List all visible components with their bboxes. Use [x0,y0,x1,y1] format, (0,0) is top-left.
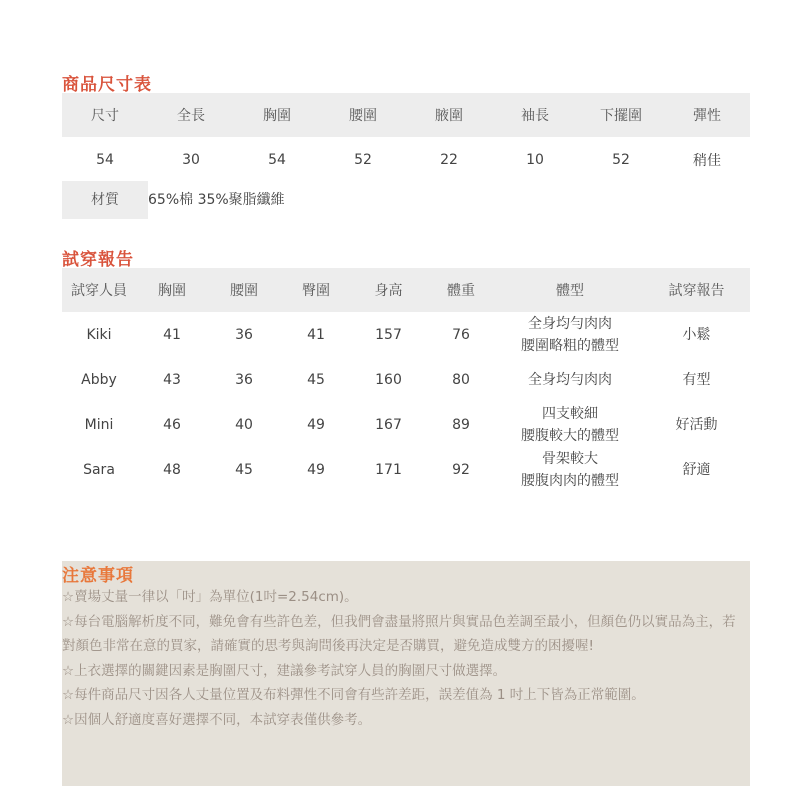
tester-chest: 43 [163,371,181,388]
notice-title: 注意事項 [62,566,134,586]
size-header-cell: 下擺圍 [600,108,642,124]
tester-height: 157 [375,326,402,343]
notice-item: ☆每台電腦解析度不同，難免會有些許色差，但我們會盡量將照片與實品色差調至最小，但顏色仍以實品為主，若對顏色非常在意的買家，請確實的思考與詢問後再決定是否購買，避免造成雙方的困擾喔! [62,613,736,654]
tester-report: 舒適 [682,461,711,478]
tester-body-type [497,402,643,447]
tester-weight: 92 [452,461,470,478]
tester-waist: 36 [235,371,253,388]
size-value-cell: 54 [96,151,114,168]
tester-waist: 40 [235,416,253,433]
tester-height: 160 [375,371,402,388]
material-row [62,181,750,219]
size-chart-title: 商品尺寸表 [62,75,152,95]
trial-row [62,312,750,357]
tester-name: Sara [83,461,115,478]
tester-name: Mini [84,416,114,433]
body-type-line: 骨架較大 [542,450,598,467]
tester-body-type [497,447,643,492]
notice-item: ☆上衣選擇的關鍵因素是胸圍尺寸，建議參考試穿人員的胸圍尺寸做選擇。 [62,662,507,679]
size-header-cell: 腰圍 [349,108,377,124]
material-value: 65%棉 35%聚脂纖維 [148,192,285,208]
tester-weight: 89 [452,416,470,433]
trial-header-cell: 試穿報告 [668,283,725,299]
size-chart-table [62,93,750,182]
tester-height: 171 [375,461,402,478]
notice-item: ☆賣場丈量一律以「吋」為單位(1吋=2.54cm)。 [62,589,358,605]
trial-header-cell: 胸圍 [158,283,186,299]
size-header-cell: 袖長 [521,108,549,124]
size-header-cell: 彈性 [693,108,721,124]
tester-hip: 45 [307,371,325,388]
size-header-cell: 尺寸 [91,108,119,124]
body-type-line: 全身均勻肉肉 [528,371,612,388]
trial-row [62,402,750,447]
tester-chest: 41 [163,326,181,343]
size-value-cell: 10 [526,151,544,168]
notice-box [62,561,750,786]
size-header-cell: 胸圍 [263,108,291,124]
trial-header-row [62,268,750,312]
tester-hip: 49 [307,416,325,433]
size-header-cell: 腋圍 [435,108,463,124]
body-type-line: 四支較細 [542,405,598,422]
tester-waist: 36 [235,326,253,343]
trial-row [62,357,750,402]
tester-hip: 41 [307,326,325,343]
tester-body-type [497,312,643,357]
size-chart-header-row [62,93,750,137]
trial-header-cell: 身高 [374,283,403,299]
tester-chest: 48 [163,461,181,478]
size-value-cell: 54 [268,151,286,168]
notice-item: ☆因個人舒適度喜好選擇不同，本試穿表僅供參考。 [62,711,372,728]
trial-header-cell: 體重 [447,283,475,299]
size-value-cell: 稍佳 [693,152,721,169]
size-chart-value-row [62,137,750,182]
tester-name: Abby [81,371,117,388]
size-value-cell: 22 [440,151,458,168]
tester-waist: 45 [235,461,253,478]
notice-item: ☆每件商品尺寸因各人丈量位置及布料彈性不同會有些許差距，誤差值為 1 吋上下皆為正常範圍。 [62,687,645,703]
size-value-cell: 52 [612,151,630,168]
trial-header-cell: 腰圍 [230,283,258,299]
tester-height: 167 [375,416,402,433]
tester-report: 好活動 [675,416,718,433]
notice-list [62,585,748,732]
tester-weight: 76 [452,326,470,343]
tester-report: 小鬆 [682,326,711,343]
body-type-line: 全身均勻肉肉 [528,315,612,332]
material-label: 材質 [62,181,148,219]
tester-name: Kiki [86,326,112,343]
body-type-line: 腰腹肉肉的體型 [521,472,619,489]
tester-report: 有型 [682,371,711,388]
body-type-line: 腰腹較大的體型 [521,427,619,444]
trial-header-cell: 臀圍 [302,283,330,299]
size-value-cell: 52 [354,151,372,168]
trial-report-table [62,268,750,492]
trial-report-title: 試穿報告 [62,250,134,270]
tester-weight: 80 [452,371,470,388]
trial-header-cell: 試穿人員 [71,283,127,299]
size-header-cell: 全長 [177,108,205,124]
tester-chest: 46 [163,416,181,433]
body-type-line: 腰圍略粗的體型 [521,337,619,354]
trial-header-cell: 體型 [556,283,584,299]
tester-body-type [497,357,643,402]
tester-hip: 49 [307,461,325,478]
size-value-cell: 30 [182,151,200,168]
trial-row [62,447,750,492]
